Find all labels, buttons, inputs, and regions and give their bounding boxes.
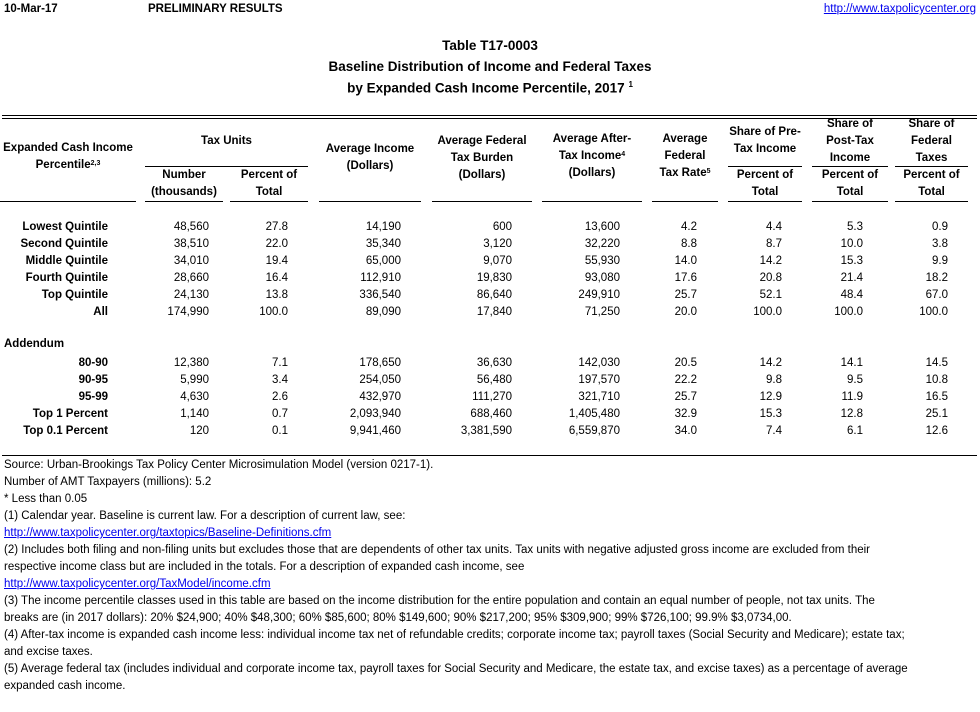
cell-avg-after-tax: 197,570	[578, 374, 620, 386]
cell-share-fed: 12.6	[925, 425, 948, 437]
preliminary-label: PRELIMINARY RESULTS	[148, 3, 283, 15]
col-underline	[652, 201, 718, 202]
share-post-l3: Income	[829, 152, 871, 164]
cell-avg-fed-tax: 36,630	[476, 357, 512, 369]
col-subheader-share-post	[812, 167, 888, 201]
cell-tax-rate: 14.0	[674, 255, 697, 267]
cell-avg-income: 112,910	[360, 272, 401, 284]
cell-share-pre: 14.2	[759, 357, 782, 369]
cell-tax-rate: 25.7	[674, 289, 697, 301]
avg-fed-tax-l3: (Dollars)	[458, 169, 506, 181]
footnote-4-line1: (4) After-tax income is expanded cash income less: individual income tax net of refundable credits; corporate income tax; payroll taxes (Social Security and Medicare); estate tax;	[4, 629, 905, 641]
share-post-l2: Post-Tax	[826, 135, 874, 147]
share-post-sub-l1: Percent of	[821, 169, 879, 181]
cell-percent: 16.4	[265, 272, 288, 284]
avg-fed-tax-l2: Tax Burden	[450, 152, 514, 164]
footnote-4-line2: and excise taxes.	[4, 646, 93, 658]
cell-share-pre: 100.0	[753, 306, 782, 318]
cell-share-post: 48.4	[840, 289, 863, 301]
cell-share-pre: 4.4	[766, 221, 782, 233]
percent-l2: Total	[255, 186, 283, 198]
income-definition-link[interactable]: http://www.taxpolicycenter.org/TaxModel/income.cfm	[4, 578, 271, 590]
cell-share-fed: 3.8	[932, 238, 948, 250]
cell-share-fed: 67.0	[925, 289, 948, 301]
after-tax-l3: (Dollars)	[568, 167, 616, 179]
cell-avg-after-tax: 1,405,480	[568, 408, 620, 420]
cell-avg-fed-tax: 9,070	[483, 255, 512, 267]
col-underline	[812, 201, 888, 202]
cell-avg-after-tax: 32,220	[584, 238, 620, 250]
cell-share-pre: 52.1	[759, 289, 782, 301]
cell-share-post: 10.0	[840, 238, 863, 250]
cell-share-post: 21.4	[840, 272, 863, 284]
col-underline	[432, 201, 532, 202]
amt-note: Number of AMT Taxpayers (millions): 5.2	[4, 476, 212, 488]
cell-avg-after-tax: 71,250	[584, 306, 620, 318]
row-label: 80-90	[78, 357, 108, 369]
cell-avg-fed-tax: 111,270	[472, 391, 512, 403]
cell-number: 12,380	[173, 357, 209, 369]
cell-share-pre: 15.3	[759, 408, 782, 420]
cell-share-pre: 9.8	[766, 374, 782, 386]
cell-share-pre: 8.7	[766, 238, 782, 250]
cell-number: 38,510	[173, 238, 209, 250]
cell-share-post: 6.1	[847, 425, 863, 437]
footnotes	[4, 457, 979, 695]
cell-share-fed: 0.9	[932, 221, 948, 233]
cell-tax-rate: 20.5	[674, 357, 697, 369]
tax-rate-l2: Federal	[664, 150, 706, 162]
addendum-label: Addendum	[4, 338, 65, 350]
footnote-2-line2: respective income class but are included in the totals. For a description of expanded cash income, see	[4, 561, 525, 573]
tax-rate-l1: Average	[662, 133, 708, 145]
footer-rule	[2, 455, 977, 456]
footnote-ref: 5	[706, 168, 711, 175]
footnote-ref: 1	[628, 80, 633, 89]
col-header-percentile	[0, 140, 136, 174]
cell-avg-income: 336,540	[359, 289, 401, 301]
tax-rate-l3	[652, 165, 718, 182]
tpc-website-link[interactable]: http://www.taxpolicycenter.org	[823, 3, 976, 15]
cell-tax-rate: 32.9	[674, 408, 697, 420]
cell-tax-rate: 20.0	[674, 306, 697, 318]
col-header-avg-after-tax	[542, 131, 642, 182]
less-than-note: * Less than 0.05	[4, 493, 88, 505]
cell-share-post: 12.8	[840, 408, 863, 420]
cell-avg-after-tax: 6,559,870	[568, 425, 620, 437]
table-title: Baseline Distribution of Income and Federal Taxes	[328, 59, 652, 74]
cell-avg-after-tax: 13,600	[584, 221, 620, 233]
cell-number: 120	[189, 425, 209, 437]
cell-percent: 2.6	[272, 391, 288, 403]
share-fed-sub-l1: Percent of	[903, 169, 960, 181]
cell-share-post: 14.1	[840, 357, 863, 369]
cell-percent: 3.4	[272, 374, 288, 386]
share-pre-sub-l1: Percent of	[736, 169, 794, 181]
subtitle-text: by Expanded Cash Income Percentile, 2017	[347, 80, 625, 96]
cell-avg-fed-tax: 3,381,590	[460, 425, 512, 437]
report-date: 10-Mar-17	[4, 3, 58, 15]
cell-avg-after-tax: 321,710	[578, 391, 620, 403]
after-tax-l2	[542, 148, 642, 165]
after-tax-l1: Average After-	[552, 133, 632, 145]
footnote-ref: 4	[621, 151, 626, 158]
col-header-number	[145, 167, 223, 201]
cell-percent: 13.8	[265, 289, 288, 301]
cell-avg-income: 432,970	[359, 391, 401, 403]
cell-share-fed: 16.5	[925, 391, 948, 403]
cell-avg-fed-tax: 3,120	[483, 238, 512, 250]
row-label: Top 0.1 Percent	[23, 425, 108, 437]
share-pre-l1: Share of Pre-	[729, 126, 801, 138]
col-header-share-post	[812, 116, 888, 167]
footnote-5-line2: expanded cash income.	[4, 680, 126, 692]
cell-number: 5,990	[180, 374, 209, 386]
col-header-avg-income	[319, 141, 421, 175]
cell-share-post: 5.3	[847, 221, 863, 233]
avg-income-l2: (Dollars)	[346, 160, 394, 172]
col-header-share-pre	[728, 124, 802, 158]
footnote-3-line1: (3) The income percentile classes used in this table are based on the income distribution for the entire population and contain an equal number of people, not tax units. The	[4, 595, 875, 607]
cell-tax-rate: 4.2	[681, 221, 697, 233]
row-label: 95-99	[78, 391, 108, 403]
cell-share-post: 100.0	[834, 306, 863, 318]
cell-tax-rate: 22.2	[674, 374, 697, 386]
cell-share-fed: 9.9	[932, 255, 948, 267]
cell-share-fed: 14.5	[925, 357, 948, 369]
cell-share-fed: 100.0	[919, 306, 948, 318]
cell-avg-fed-tax: 56,480	[476, 374, 512, 386]
cell-percent: 100.0	[259, 306, 288, 318]
cell-avg-fed-tax: 17,840	[476, 306, 512, 318]
share-pre-l2: Tax Income	[733, 143, 797, 155]
share-fed-l2: Federal	[911, 135, 952, 147]
number-l1: Number	[162, 169, 206, 181]
cell-avg-fed-tax: 86,640	[476, 289, 512, 301]
avg-income-l1: Average Income	[325, 143, 415, 155]
cell-number: 28,660	[173, 272, 209, 284]
col-underline	[895, 201, 968, 202]
cell-number: 34,010	[173, 255, 209, 267]
share-fed-l3: Taxes	[915, 152, 948, 164]
baseline-definitions-link[interactable]: http://www.taxpolicycenter.org/taxtopics/Baseline-Definitions.cfm	[4, 527, 332, 539]
cell-share-pre: 14.2	[759, 255, 782, 267]
cell-tax-rate: 25.7	[674, 391, 697, 403]
cell-number: 48,560	[173, 221, 209, 233]
source-note: Source: Urban-Brookings Tax Policy Center Microsimulation Model (version 0217-1).	[4, 459, 434, 471]
cell-avg-after-tax: 93,080	[584, 272, 620, 284]
cell-avg-income: 2,093,940	[349, 408, 401, 420]
percentile-text: Percentile	[35, 159, 91, 171]
row-label: 90-95	[78, 374, 108, 386]
cell-percent: 19.4	[265, 255, 288, 267]
share-post-sub-l2: Total	[836, 186, 864, 198]
cell-avg-income: 254,050	[359, 374, 401, 386]
number-l2: (thousands)	[151, 186, 217, 198]
col-header-percent	[230, 167, 308, 201]
col-underline	[0, 201, 136, 202]
row-label: Top 1 Percent	[32, 408, 108, 420]
cell-share-post: 11.9	[841, 391, 863, 403]
after-tax-text: Tax Income	[558, 150, 622, 162]
cell-avg-income: 65,000	[365, 255, 401, 267]
col-underline	[319, 201, 421, 202]
cell-percent: 7.1	[272, 357, 288, 369]
cell-percent: 22.0	[265, 238, 288, 250]
cell-avg-income: 89,090	[365, 306, 401, 318]
cell-avg-after-tax: 249,910	[578, 289, 620, 301]
share-pre-sub-l2: Total	[751, 186, 779, 198]
cell-share-fed: 25.1	[925, 408, 948, 420]
cell-share-post: 9.5	[847, 374, 863, 386]
row-label: Middle Quintile	[25, 255, 108, 267]
footnote-5-line1: (5) Average federal tax (includes individual and corporate income tax, payroll taxes for Social Security and Medicare, the estate tax, and excise taxes) as a percentage of average	[4, 663, 908, 675]
cell-share-post: 15.3	[840, 255, 863, 267]
cell-avg-fed-tax: 19,830	[476, 272, 512, 284]
col-header-tax-rate	[652, 131, 718, 182]
cell-number: 174,990	[167, 306, 209, 318]
col-underline	[728, 201, 802, 202]
cell-avg-fed-tax: 600	[492, 221, 512, 233]
cell-percent: 0.1	[272, 425, 288, 437]
row-label: Second Quintile	[20, 238, 108, 250]
row-label: Lowest Quintile	[22, 221, 108, 233]
col-group-tax-units: Tax Units	[201, 135, 252, 147]
cell-avg-income: 178,650	[359, 357, 401, 369]
row-label: Top Quintile	[41, 289, 108, 301]
cell-tax-rate: 34.0	[674, 425, 697, 437]
tax-rate-text: Tax Rate	[659, 167, 707, 179]
table-id: Table T17-0003	[442, 38, 538, 53]
cell-number: 1,140	[180, 408, 209, 420]
col-underline	[230, 201, 308, 202]
cell-avg-income: 14,190	[365, 221, 401, 233]
cell-share-pre: 12.9	[759, 391, 782, 403]
row-label: Fourth Quintile	[25, 272, 108, 284]
share-fed-sub-l2: Total	[918, 186, 945, 198]
col-header-percentile-l1: Expanded Cash Income	[3, 142, 133, 154]
cell-share-fed: 10.8	[925, 374, 948, 386]
cell-avg-income: 35,340	[365, 238, 401, 250]
cell-tax-rate: 8.8	[681, 238, 697, 250]
cell-tax-rate: 17.6	[674, 272, 697, 284]
col-underline	[542, 201, 642, 202]
avg-fed-tax-l1: Average Federal	[437, 135, 527, 147]
cell-avg-income: 9,941,460	[349, 425, 401, 437]
percent-l1: Percent of	[240, 169, 298, 181]
cell-percent: 0.7	[272, 408, 288, 420]
cell-avg-fed-tax: 688,460	[470, 408, 512, 420]
col-subheader-share-pre	[728, 167, 802, 201]
col-header-percentile-l2	[0, 157, 136, 174]
col-header-share-fed	[895, 116, 968, 167]
col-header-avg-fed-tax	[432, 133, 532, 184]
cell-share-pre: 7.4	[766, 425, 782, 437]
share-post-l1: Share of	[826, 118, 873, 130]
cell-avg-after-tax: 55,930	[584, 255, 620, 267]
share-fed-l1: Share of	[908, 118, 955, 130]
col-subheader-share-fed	[895, 167, 968, 201]
col-underline	[145, 201, 223, 202]
cell-share-pre: 20.8	[759, 272, 782, 284]
cell-share-fed: 18.2	[925, 272, 948, 284]
cell-percent: 27.8	[265, 221, 288, 233]
footnote-ref: 2,3	[90, 160, 101, 167]
cell-number: 24,130	[173, 289, 209, 301]
footnote-1: (1) Calendar year. Baseline is current law. For a description of current law, see:	[4, 510, 406, 522]
cell-number: 4,630	[180, 391, 209, 403]
footnote-3-line2: breaks are (in 2017 dollars): 20% $24,900; 40% $48,300; 60% $85,600; 80% $149,600; 90% $217,200; 95% $309,900; 99% $726,100; 99.9% $3,0734,00.	[4, 612, 792, 624]
cell-avg-after-tax: 142,030	[578, 357, 620, 369]
footnote-2-line1: (2) Includes both filing and non-filing units but excludes those that are dependents of other tax units. Tax units with negative adjusted gross income are excluded from their	[4, 544, 870, 556]
row-label: All	[93, 306, 108, 318]
table-subtitle	[0, 80, 980, 96]
